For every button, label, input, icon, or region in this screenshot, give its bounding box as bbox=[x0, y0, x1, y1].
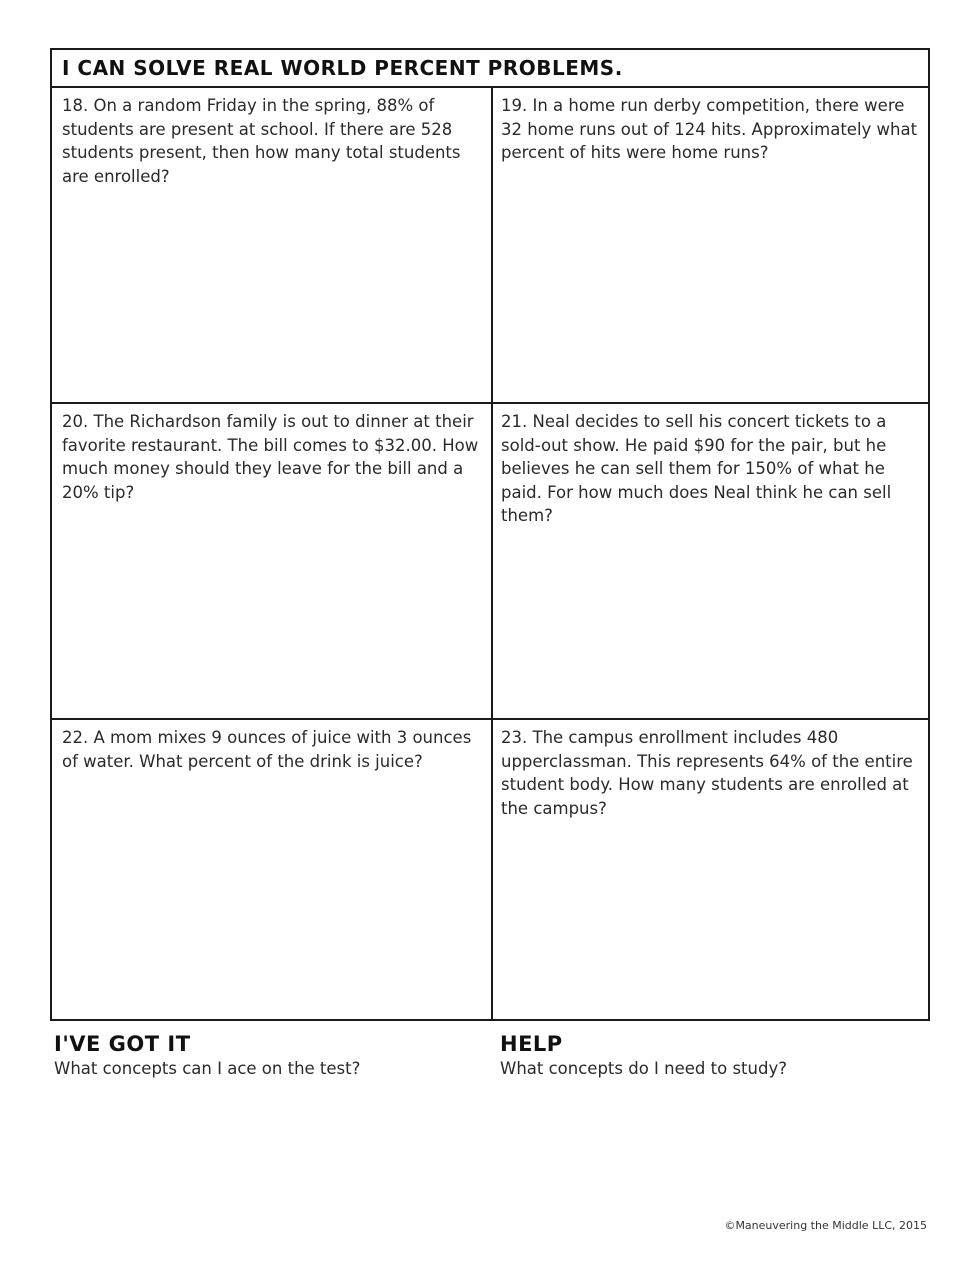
help-prompt: What concepts do I need to study? bbox=[500, 1059, 787, 1078]
problem-23-text: 23. The campus enrollment includes 480 upperclassman. This represents 64% of the entire student body. How many students are enrolled at the campus? bbox=[501, 728, 913, 818]
problem-18-cell bbox=[52, 88, 493, 404]
problem-20-cell bbox=[52, 404, 493, 720]
got-it-prompt: What concepts can I ace on the test? bbox=[54, 1059, 361, 1078]
got-it-heading: I'VE GOT IT bbox=[54, 1032, 191, 1056]
help-section bbox=[500, 1030, 787, 1080]
worksheet-grid bbox=[50, 48, 930, 1021]
problem-20-text: 20. The Richardson family is out to dinner at their favorite restaurant. The bill comes to $32.00. How much money should they leave for the bill and a 20% tip? bbox=[62, 412, 479, 502]
problem-19-text: 19. In a home run derby competition, there were 32 home runs out of 124 hits. Approximately what percent of hits were home runs? bbox=[501, 96, 918, 162]
help-heading: HELP bbox=[500, 1032, 563, 1056]
problem-22-cell bbox=[52, 720, 493, 1019]
problem-22-text: 22. A mom mixes 9 ounces of juice with 3 ounces of water. What percent of the drink is juice? bbox=[62, 728, 472, 771]
problem-21-cell bbox=[491, 404, 928, 720]
copyright-notice: ©Maneuvering the Middle LLC, 2015 bbox=[724, 1219, 927, 1232]
problem-21-text: 21. Neal decides to sell his concert tickets to a sold-out show. He paid $90 for the pair, but he believes he can sell them for 150% of what he paid. For how much does Neal think he can sell them? bbox=[501, 412, 892, 525]
problem-23-cell bbox=[491, 720, 928, 1019]
problem-19-cell bbox=[491, 88, 928, 404]
got-it-section bbox=[54, 1030, 360, 1080]
worksheet-title: I CAN SOLVE REAL WORLD PERCENT PROBLEMS. bbox=[52, 50, 928, 88]
problem-18-text: 18. On a random Friday in the spring, 88% of students are present at school. If there are 528 students present, then how many total students are enrolled? bbox=[62, 96, 461, 186]
